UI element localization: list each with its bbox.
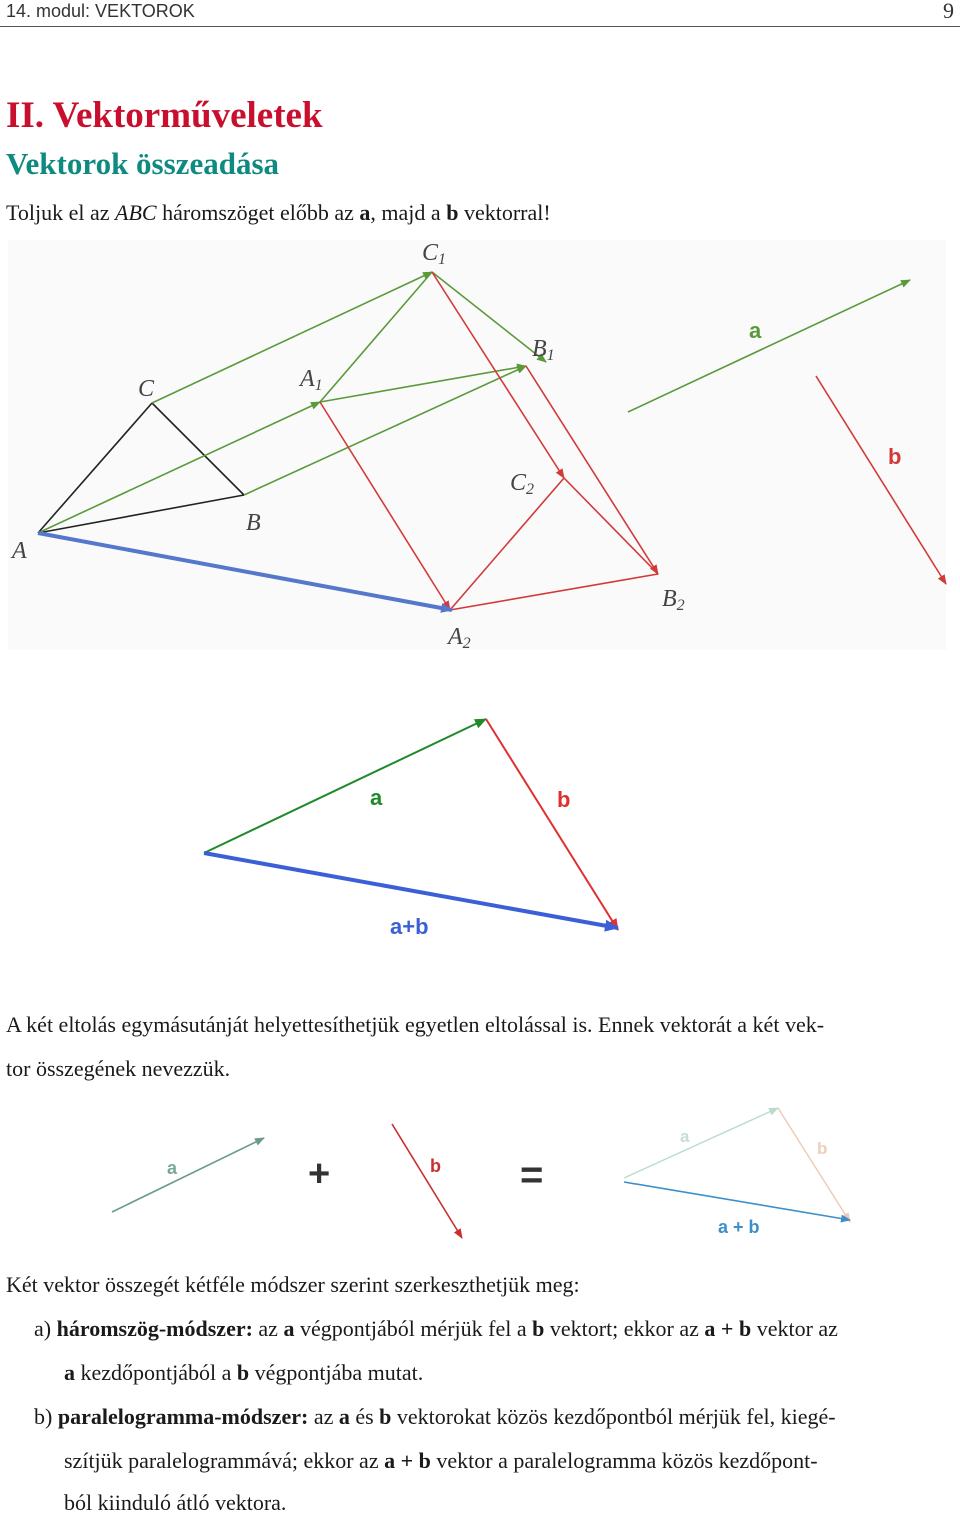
text: az	[308, 1404, 339, 1429]
method-b-line-2	[64, 1439, 818, 1483]
text: szítjük paralelogrammává; ekkor az	[64, 1448, 385, 1473]
text: , majd a	[370, 200, 447, 225]
method-a-line-2	[64, 1351, 423, 1395]
vector-b: b	[236, 1360, 250, 1385]
method-b-line-1	[34, 1395, 836, 1439]
text: végpontjából mérjük fel a	[294, 1316, 533, 1341]
label-B2: B2	[662, 586, 685, 614]
vector-b: b	[532, 1316, 545, 1341]
label-a: a	[370, 785, 383, 810]
paragraph-line-1: A két eltolás egymásutánját helyettesíthetjük egyetlen eltolással is. Ennek vektorát a két vek-	[6, 1012, 825, 1037]
section-subtitle: Vektorok összeadása	[6, 146, 280, 181]
result-label-a: a	[680, 1127, 690, 1146]
vector-a-arrow	[204, 719, 486, 853]
small-vector-b	[392, 1124, 462, 1238]
triangle-method-figure	[0, 710, 960, 950]
small-label-b: b	[430, 1156, 441, 1176]
label-A: A	[12, 538, 27, 564]
text: végpontjába mutat.	[249, 1360, 424, 1385]
text: vektor a paralelogramma közös kezdőpont-	[430, 1448, 818, 1473]
translation-figure	[0, 236, 960, 656]
vector-sum: a + b	[704, 1316, 752, 1341]
text: vektorokat közös kezdőpontból mérjük fel, kiegé-	[391, 1404, 836, 1429]
module-label: 14. modul: VEKTOROK	[6, 1, 195, 21]
list-marker: b)	[34, 1404, 53, 1429]
text: háromszöget előbb az	[156, 200, 360, 225]
vector-a: a	[64, 1360, 75, 1385]
addition-equation-figure	[0, 1102, 960, 1242]
method-b-line-3: ból kiinduló átló vektora.	[64, 1490, 287, 1515]
method-name: paralelogramma-módszer:	[57, 1404, 309, 1429]
label-C: C	[138, 376, 155, 402]
vector-a: a	[338, 1404, 350, 1429]
page-number: 9	[943, 0, 954, 23]
vector-b: b	[379, 1404, 392, 1429]
result-vector-sum	[624, 1182, 850, 1220]
text: vektorral!	[458, 200, 551, 225]
method-name: háromszög-módszer:	[56, 1316, 253, 1341]
label-B: B	[246, 510, 261, 536]
section-title: II. Vektorműveletek	[6, 95, 323, 136]
figure-background	[8, 240, 946, 650]
text: Toljuk el az	[6, 200, 116, 225]
small-vector-a	[112, 1138, 264, 1212]
label-C2: C2	[510, 470, 535, 498]
label-vector-b: b	[888, 444, 902, 469]
methods-intro: Két vektor összegét kétféle módszer szerint szerkeszthetjük meg:	[6, 1272, 580, 1297]
text: vektort; ekkor az	[544, 1316, 705, 1341]
label-sum: a+b	[390, 914, 429, 939]
result-label-sum: a + b	[718, 1217, 760, 1237]
page-header	[0, 0, 960, 27]
plus-sign: +	[308, 1153, 331, 1195]
result-label-b: b	[817, 1139, 828, 1158]
text: kezdőpontjából a	[75, 1360, 237, 1385]
equals-sign: =	[520, 1153, 544, 1197]
label-b: b	[557, 787, 571, 812]
vector-b-arrow	[486, 719, 618, 930]
list-marker: a)	[34, 1316, 52, 1341]
method-a-line-1	[34, 1307, 838, 1351]
text: vektor az	[751, 1316, 838, 1341]
result-vector-a	[624, 1108, 778, 1178]
label-A1: A1	[300, 366, 323, 394]
label-B1: B1	[532, 336, 555, 364]
label-vector-a: a	[749, 318, 762, 343]
vector-sum: a + b	[384, 1448, 431, 1473]
triangle-name: ABC	[115, 200, 157, 225]
paragraph-line-2: tor összegének nevezzük.	[6, 1056, 231, 1081]
result-vector-b	[778, 1108, 850, 1222]
text: az	[252, 1316, 284, 1341]
vector-b: b	[446, 200, 459, 225]
vector-a: a	[283, 1316, 295, 1341]
intro-paragraph	[6, 191, 551, 235]
label-A2: A2	[448, 624, 471, 652]
text: és	[349, 1404, 380, 1429]
small-label-a: a	[167, 1158, 178, 1178]
label-C1: C1	[422, 240, 447, 268]
vector-a: a	[359, 200, 371, 225]
